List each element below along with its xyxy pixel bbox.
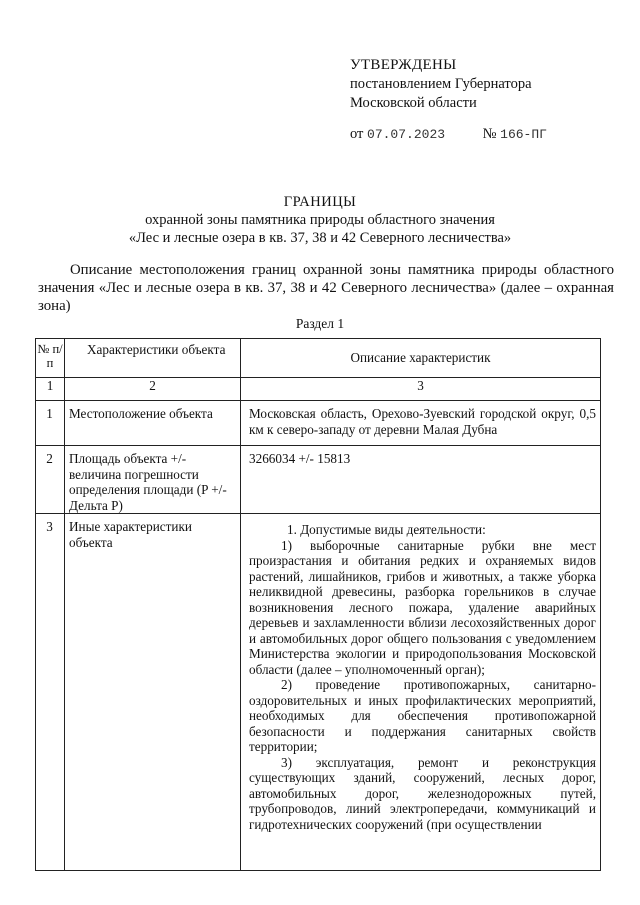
row-3-num: 3 <box>46 519 53 534</box>
approval-line-2: Московской области <box>350 95 477 111</box>
list-item: 1) выборочные санитарные рубки вне мест произрастания и обитания редких и охраняемых видов растений, лишайников, грибов и животных, а также уборка неликвидной древесины, разборка горельников в случае возникновения лесного пожара, удаление аварийных деревьев и захламленности вблизи лесохозяйственных дорог и автомобильных дорог общего пользования с уведомлением Министерства экологии и природопользования Московской области (далее – уполномоченный орган); <box>249 537 596 677</box>
approval-date: 07.07.2023 <box>367 127 446 142</box>
header-characteristic: Характеристики объекта <box>87 342 226 357</box>
number-sign: № <box>482 126 497 142</box>
row-3-characteristic: Иные характеристики объекта <box>69 519 192 550</box>
approval-line-1: постановлением Губернатора <box>350 76 532 92</box>
title-line-3: «Лес и лесные озера в кв. 37, 38 и 42 Северного лесничества» <box>128 230 512 246</box>
column-numbers-row <box>36 378 601 401</box>
approval-block <box>350 56 532 113</box>
row-2-value: 3266034 +/- 15813 <box>249 451 351 466</box>
list-item: 1. Допустимые виды деятельности: <box>287 522 486 537</box>
description-text: Описание местоположения границ охранной зоны памятника природы областного значения «Лес и лесные озера в кв. 37, 38 и 42 Северного лесничества» (далее – охранная зона) <box>38 262 614 314</box>
date-prefix: от <box>350 126 364 142</box>
section-label: Раздел 1 <box>295 316 345 331</box>
row-3-value-list <box>241 514 600 832</box>
title-line-1: ГРАНИЦЫ <box>283 194 357 210</box>
row-1-value: Московская область, Орехово-Зуевский городской округ, 0,5 км к северо-западу от деревни Малая Дубна <box>249 406 596 437</box>
header-num-cell <box>36 339 65 378</box>
characteristics-table <box>35 338 601 871</box>
column-number-1: 1 <box>36 378 65 401</box>
table-header-row <box>36 339 601 378</box>
header-description-cell <box>241 339 601 378</box>
list-item: 3) эксплуатация, ремонт и реконструкция существующих зданий, сооружений, лесных дорог, автомобильных дорог, железнодорожных путей, трубопроводов, линий электропередачи, коммуникаций и гидротехнических сооружений (при осуществлении <box>249 754 596 832</box>
approval-date-line <box>350 126 547 143</box>
document-title <box>0 193 640 247</box>
list-item: 2) проведение противопожарных, санитарно-оздоровительных и иных профилактических мероприятий, необходимых для обеспечения противопожарной безопасности и поддержания санитарных свойств территории; <box>249 677 596 754</box>
row-2-num: 2 <box>46 451 53 466</box>
description-paragraph <box>38 261 614 315</box>
header-num: № п/п <box>37 342 63 370</box>
row-1-characteristic: Местоположение объекта <box>69 406 213 421</box>
title-line-2: охранной зоны памятника природы областного значения <box>145 212 495 228</box>
row-1-num: 1 <box>46 406 53 421</box>
header-characteristic-cell <box>65 339 241 378</box>
header-description: Описание характеристик <box>350 350 491 366</box>
row-2-characteristic: Площадь объекта +/- величина погрешности определения площади (P +/- Дельта P) <box>69 451 227 513</box>
approval-number: 166-ПГ <box>500 127 547 142</box>
approval-heading: УТВЕРЖДЕНЫ <box>350 57 457 73</box>
column-number-2: 2 <box>65 378 241 401</box>
column-number-3: 3 <box>241 378 601 401</box>
table-row <box>36 446 601 514</box>
table-row <box>36 401 601 446</box>
table-row <box>36 514 601 871</box>
